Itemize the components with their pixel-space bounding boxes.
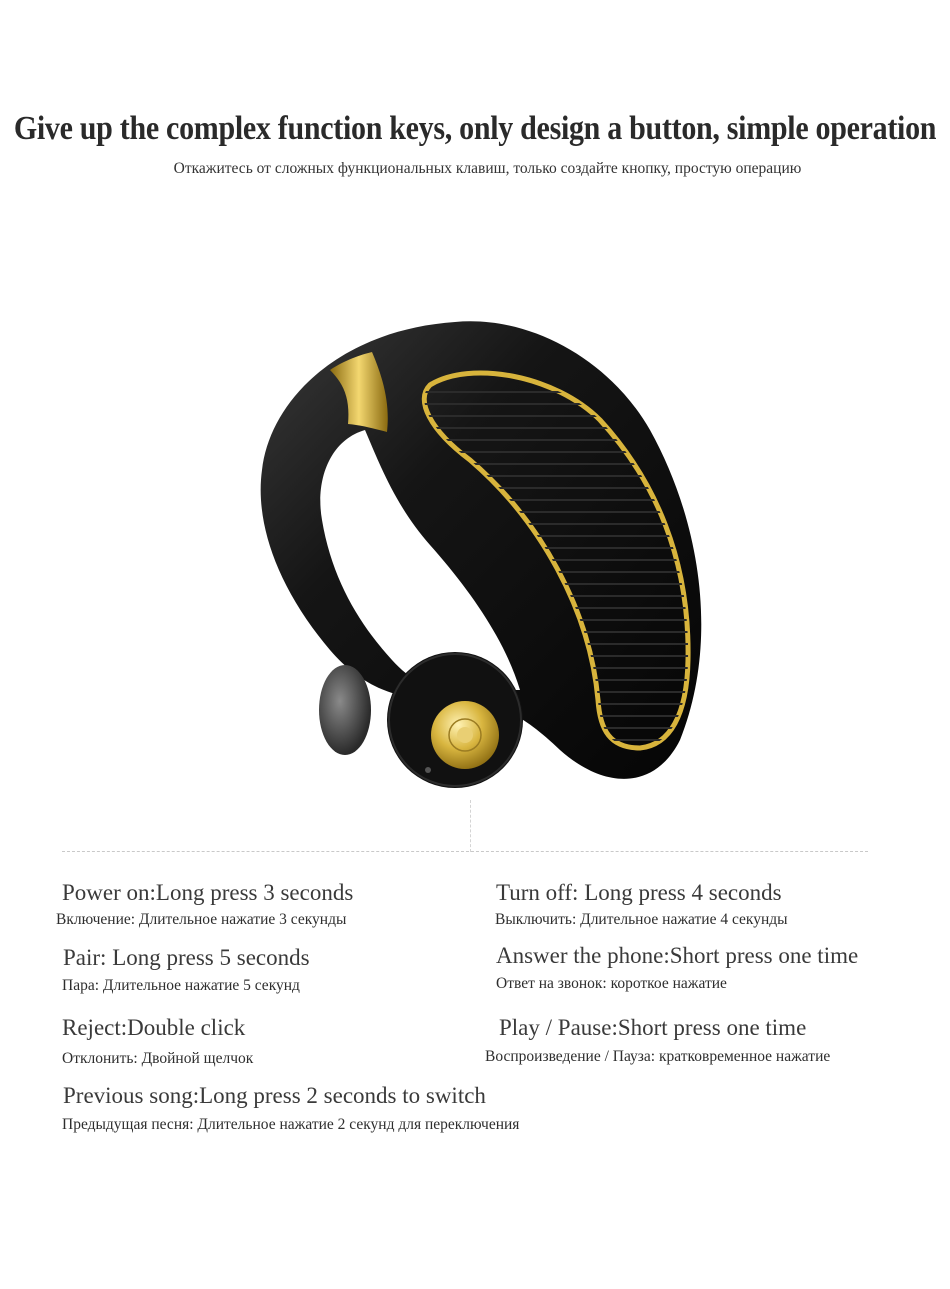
page-subtitle: Откажитесь от сложных функциональных клавиш, только создайте кнопку, простую операцию	[173, 160, 802, 177]
previous-song-label-ru: Предыдущая песня: Длительное нажатие 2 секунд для переключения	[62, 1116, 520, 1133]
page-title: Give up the complex function keys, only design a button, simple operation	[13, 109, 937, 147]
divider-vertical	[470, 800, 471, 852]
power-on-label: Power on:Long press 3 seconds	[62, 880, 354, 905]
answer-label-ru: Ответ на звонок: короткое нажатие	[496, 975, 727, 992]
turn-off-label: Turn off: Long press 4 seconds	[496, 880, 782, 905]
power-on-label-ru: Включение: Длительное нажатие 3 секунды	[56, 911, 347, 928]
pair-label: Pair: Long press 5 seconds	[63, 945, 310, 970]
divider	[62, 851, 868, 852]
turn-off-label-ru: Выключить: Длительное нажатие 4 секунды	[495, 911, 788, 928]
answer-label: Answer the phone:Short press one time	[496, 943, 859, 968]
reject-label-ru: Отклонить: Двойной щелчок	[62, 1050, 254, 1067]
pair-label-ru: Пара: Длительное нажатие 5 секунд	[62, 977, 300, 994]
play-pause-label-ru: Воспроизведение / Пауза: кратковременное нажатие	[485, 1048, 831, 1065]
play-pause-label: Play / Pause:Short press one time	[499, 1015, 807, 1040]
previous-song-label: Previous song:Long press 2 seconds to switch	[63, 1083, 486, 1108]
reject-label: Reject:Double click	[62, 1015, 246, 1040]
